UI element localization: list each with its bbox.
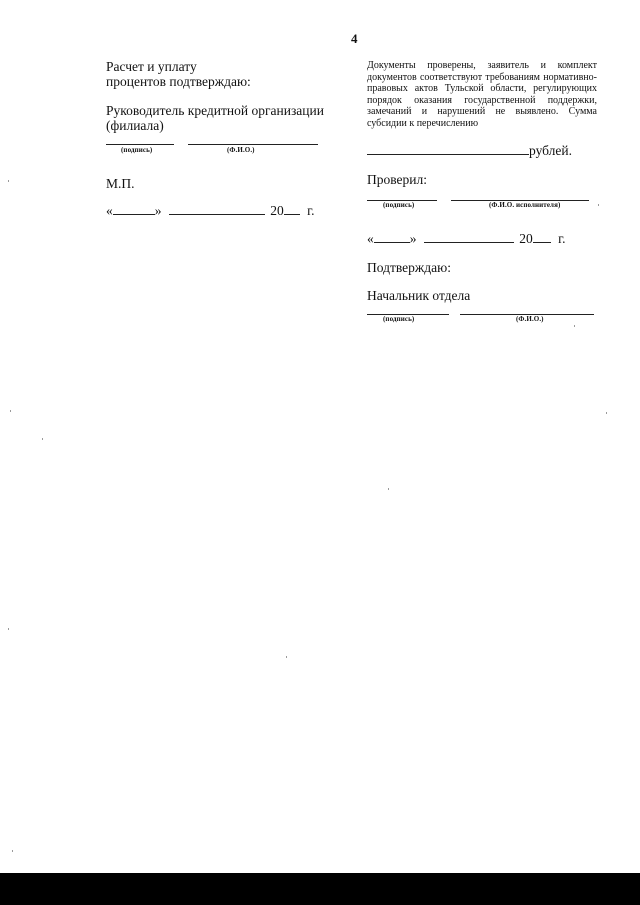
date-open-quote: «	[106, 203, 113, 218]
right-verification-block	[367, 60, 597, 129]
scan-speck	[598, 204, 599, 206]
subsidy-amount-blank	[367, 154, 529, 155]
approve-label: Подтверждаю:	[367, 260, 451, 275]
scan-speck	[42, 438, 43, 440]
scan-speck	[574, 325, 575, 327]
left-name-line	[188, 144, 318, 145]
date-year-blank	[284, 214, 300, 215]
scan-speck	[8, 180, 9, 182]
scan-speck	[286, 656, 287, 658]
right-date-line	[367, 231, 566, 247]
date-close-quote: »	[409, 231, 417, 246]
right-caption-signature: (подпись)	[383, 201, 415, 209]
confirm-line-1: Расчет и уплату	[106, 59, 197, 74]
head-title-line-2: (филиала)	[106, 118, 164, 133]
left-date-line	[106, 203, 315, 219]
scan-speck	[8, 628, 9, 630]
chief-caption-signature: (подпись)	[383, 315, 415, 323]
left-signature-block	[106, 59, 336, 133]
confirm-line-2: процентов подтверждаю:	[106, 74, 251, 89]
head-title-line-1: Руководитель кредитной организации	[106, 103, 324, 118]
page-number: 4	[351, 31, 358, 46]
date-day-blank	[113, 214, 155, 215]
chief-label: Начальник отдела	[367, 288, 471, 303]
date-year-prefix: 20	[270, 203, 284, 218]
right-caption-executor: (Ф.И.О. исполнителя)	[489, 201, 561, 209]
scan-speck	[606, 412, 607, 414]
currency-label: рублей.	[529, 143, 573, 158]
scan-speck	[388, 488, 389, 490]
date-close-quote: »	[154, 203, 162, 218]
date-year-blank	[533, 242, 551, 243]
left-signature-line	[106, 144, 174, 145]
scan-speck	[12, 850, 13, 852]
chief-caption-name: (Ф.И.О.)	[516, 315, 544, 323]
scan-border-bar	[0, 873, 640, 905]
checked-label: Проверил:	[367, 172, 427, 187]
date-day-blank	[374, 242, 410, 243]
date-month-blank	[424, 242, 514, 243]
date-open-quote: «	[367, 231, 374, 246]
left-caption-name: (Ф.И.О.)	[227, 146, 255, 154]
scan-speck	[10, 410, 11, 412]
verification-text: Документы проверены, заявитель и комплект документов соответствуют требованиям нормативно-правовых актов Тульской области, регулирующих порядок оказания государственной поддержки, замечаний и нарушений не выявлено. Сумма субсидии к перечислению	[367, 60, 597, 129]
date-year-suffix: г.	[558, 231, 566, 246]
date-year-prefix: 20	[519, 231, 533, 246]
left-caption-signature: (подпись)	[121, 146, 153, 154]
seal-mark: М.П.	[106, 176, 135, 191]
date-year-suffix: г.	[307, 203, 315, 218]
subsidy-amount-line	[367, 143, 572, 159]
date-month-blank	[169, 214, 265, 215]
